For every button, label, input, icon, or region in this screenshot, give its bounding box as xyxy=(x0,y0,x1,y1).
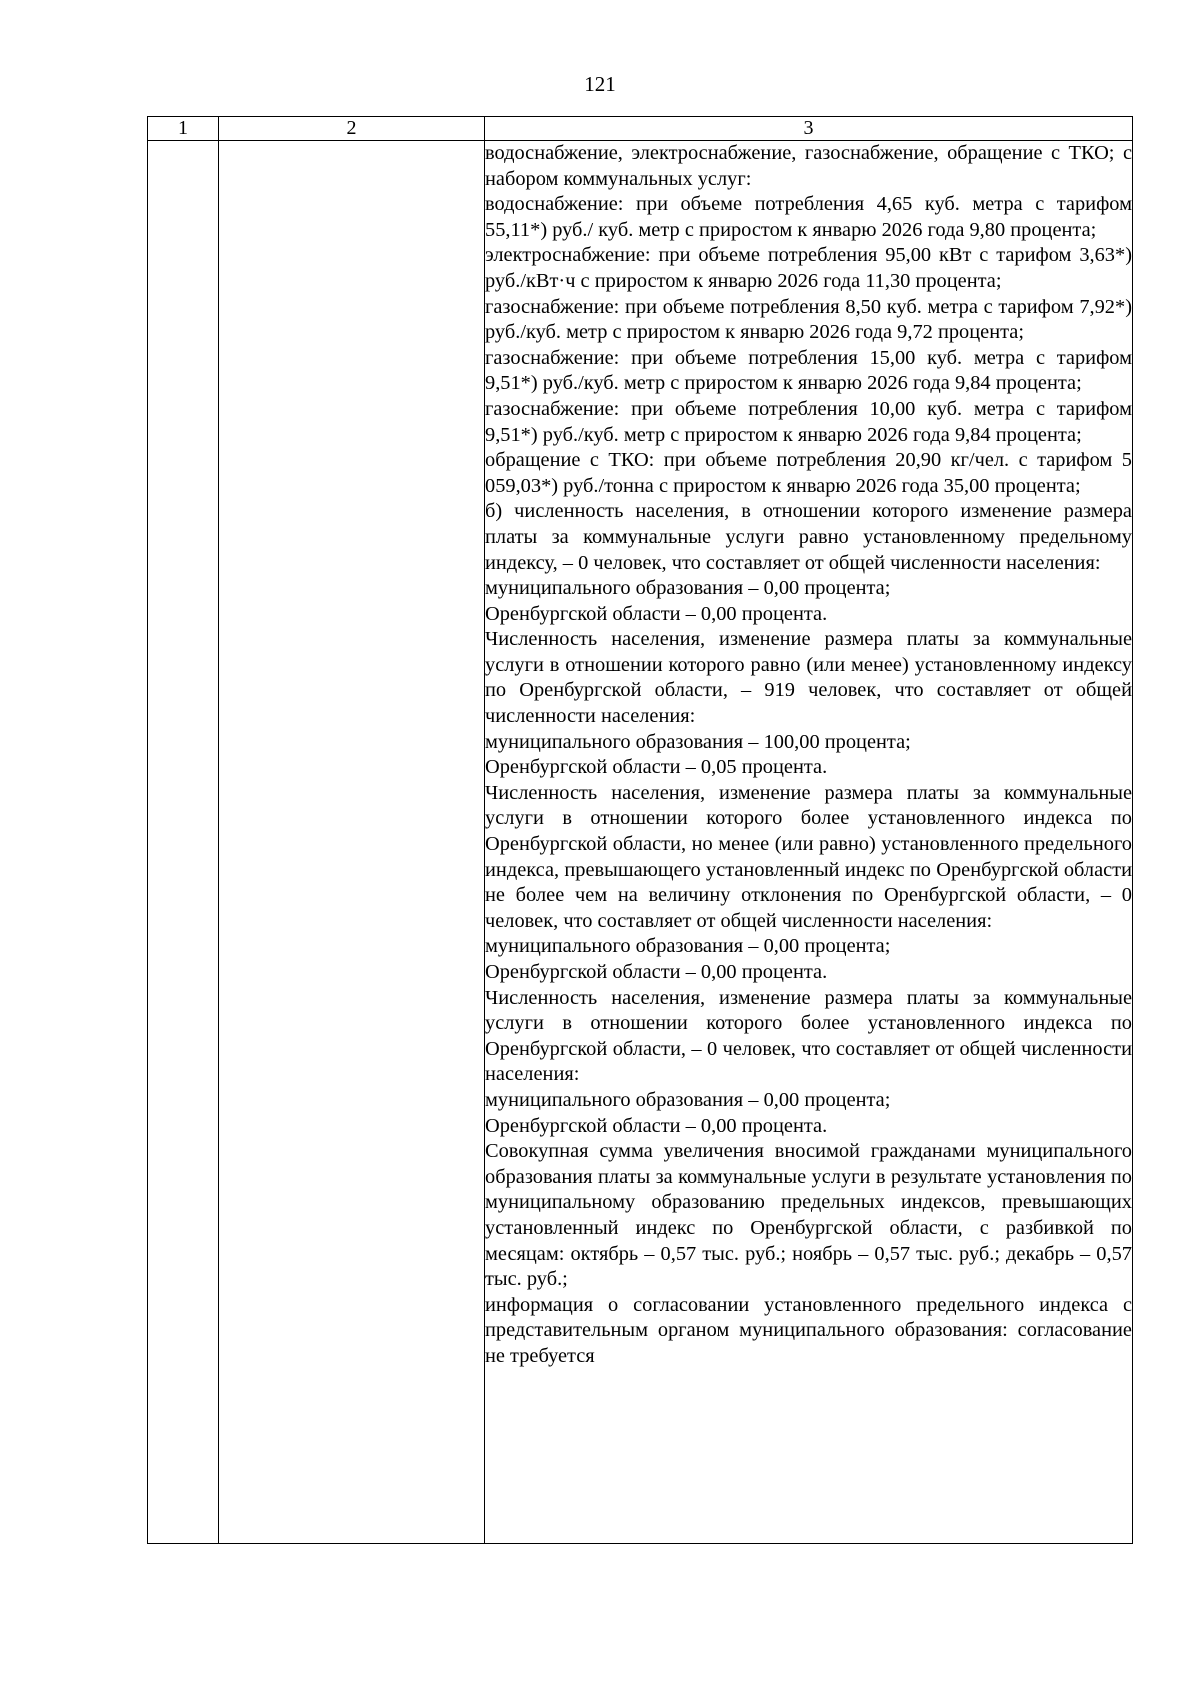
empty-cell-col-2 xyxy=(219,141,485,1544)
paragraph: водоснабжение, электроснабжение, газоснабжение, обращение с ТКО; с набором коммунальных услуг: xyxy=(485,142,1132,190)
paragraph: информация о согласовании установленного предельного индекса с представительным органом муниципального образования: согласование не требуется xyxy=(485,1293,1132,1367)
paragraph: Численность населения, изменение размера платы за коммунальные услуги в отношении которого более установленного индекса по Оренбургской области, – 0 человек, что составляет от общей численности населения: xyxy=(485,986,1132,1086)
table-row xyxy=(148,141,1133,1544)
paragraph: муниципального образования – 100,00 процента; xyxy=(485,730,911,753)
column-header-1: 1 xyxy=(148,117,219,141)
paragraph: Оренбургской области – 0,00 процента. xyxy=(485,1114,828,1137)
paragraph: Совокупная сумма увеличения вносимой гражданами муниципального образования платы за коммунальные услуги в результате установления по муниципальному образованию предельных индексов, превышающих установленный индекс по Оренбургской области, с разбивкой по месяцам: октябрь – 0,57 тыс. руб.; ноябрь – 0,57 тыс. руб.; декабрь – 0,57 тыс. руб.; xyxy=(485,1140,1132,1291)
page-number: 121 xyxy=(584,72,616,96)
column-header-3: 3 xyxy=(485,117,1133,141)
paragraph: обращение с ТКО: при объеме потребления 20,90 кг/чел. с тарифом 5 059,03*) руб./тонна с приростом к январю 2026 года 35,00 процента; xyxy=(485,449,1132,497)
paragraph: газоснабжение: при объеме потребления 15,00 куб. метра с тарифом 9,51*) руб./куб. метр с приростом к январю 2026 года 9,84 процента; xyxy=(485,346,1132,395)
paragraph: водоснабжение: при объеме потребления 4,65 куб. метра с тарифом 55,11*) руб./ куб. метр с приростом к январю 2026 года 9,80 процента; xyxy=(485,193,1132,241)
text-cell-col-3 xyxy=(485,141,1133,1544)
paragraph: Численность населения, изменение размера платы за коммунальные услуги в отношении которого равно (или менее) установленному индексу по Оренбургской области, – 919 человек, что составляет от общей численности населения: xyxy=(485,628,1132,728)
empty-cell-col-1 xyxy=(148,141,219,1544)
paragraph: Оренбургской области – 0,05 процента. xyxy=(485,756,828,779)
paragraph: Оренбургской области – 0,00 процента. xyxy=(485,602,828,625)
paragraph: электроснабжение: при объеме потребления 95,00 кВт с тарифом 3,63*) руб./кВт·ч с приростом к январю 2026 года 11,30 процента; xyxy=(485,244,1132,292)
table-header-row xyxy=(148,117,1133,141)
paragraph: б) численность населения, в отношении которого изменение размера платы за коммунальные услуги равно установленному предельному индексу, – 0 человек, что составляет от общей численности населения: xyxy=(485,500,1132,574)
paragraph: муниципального образования – 0,00 процента; xyxy=(485,577,891,600)
column-header-2: 2 xyxy=(219,117,485,141)
paragraph: Оренбургской области – 0,00 процента. xyxy=(485,961,828,983)
paragraph: муниципального образования – 0,00 процента; xyxy=(485,1088,891,1111)
paragraph: газоснабжение: при объеме потребления 10,00 куб. метра с тарифом 9,51*) руб./куб. метр с приростом к январю 2026 года 9,84 процента; xyxy=(485,397,1132,446)
paragraph: газоснабжение: при объеме потребления 8,50 куб. метра с тарифом 7,92*) руб./куб. метр с приростом к январю 2026 года 9,72 процента; xyxy=(485,295,1132,344)
paragraph: муниципального образования – 0,00 процента; xyxy=(485,935,891,958)
data-table xyxy=(147,116,1133,1544)
paragraph: Численность населения, изменение размера платы за коммунальные услуги в отношении которого более установленного индекса по Оренбургской области, но менее (или равно) установленного предельного индекса, превышающего установленный индекс по Оренбургской области не более чем на величину отклонения по Оренбургской области, – 0 человек, что составляет от общей численности населения: xyxy=(485,781,1132,932)
